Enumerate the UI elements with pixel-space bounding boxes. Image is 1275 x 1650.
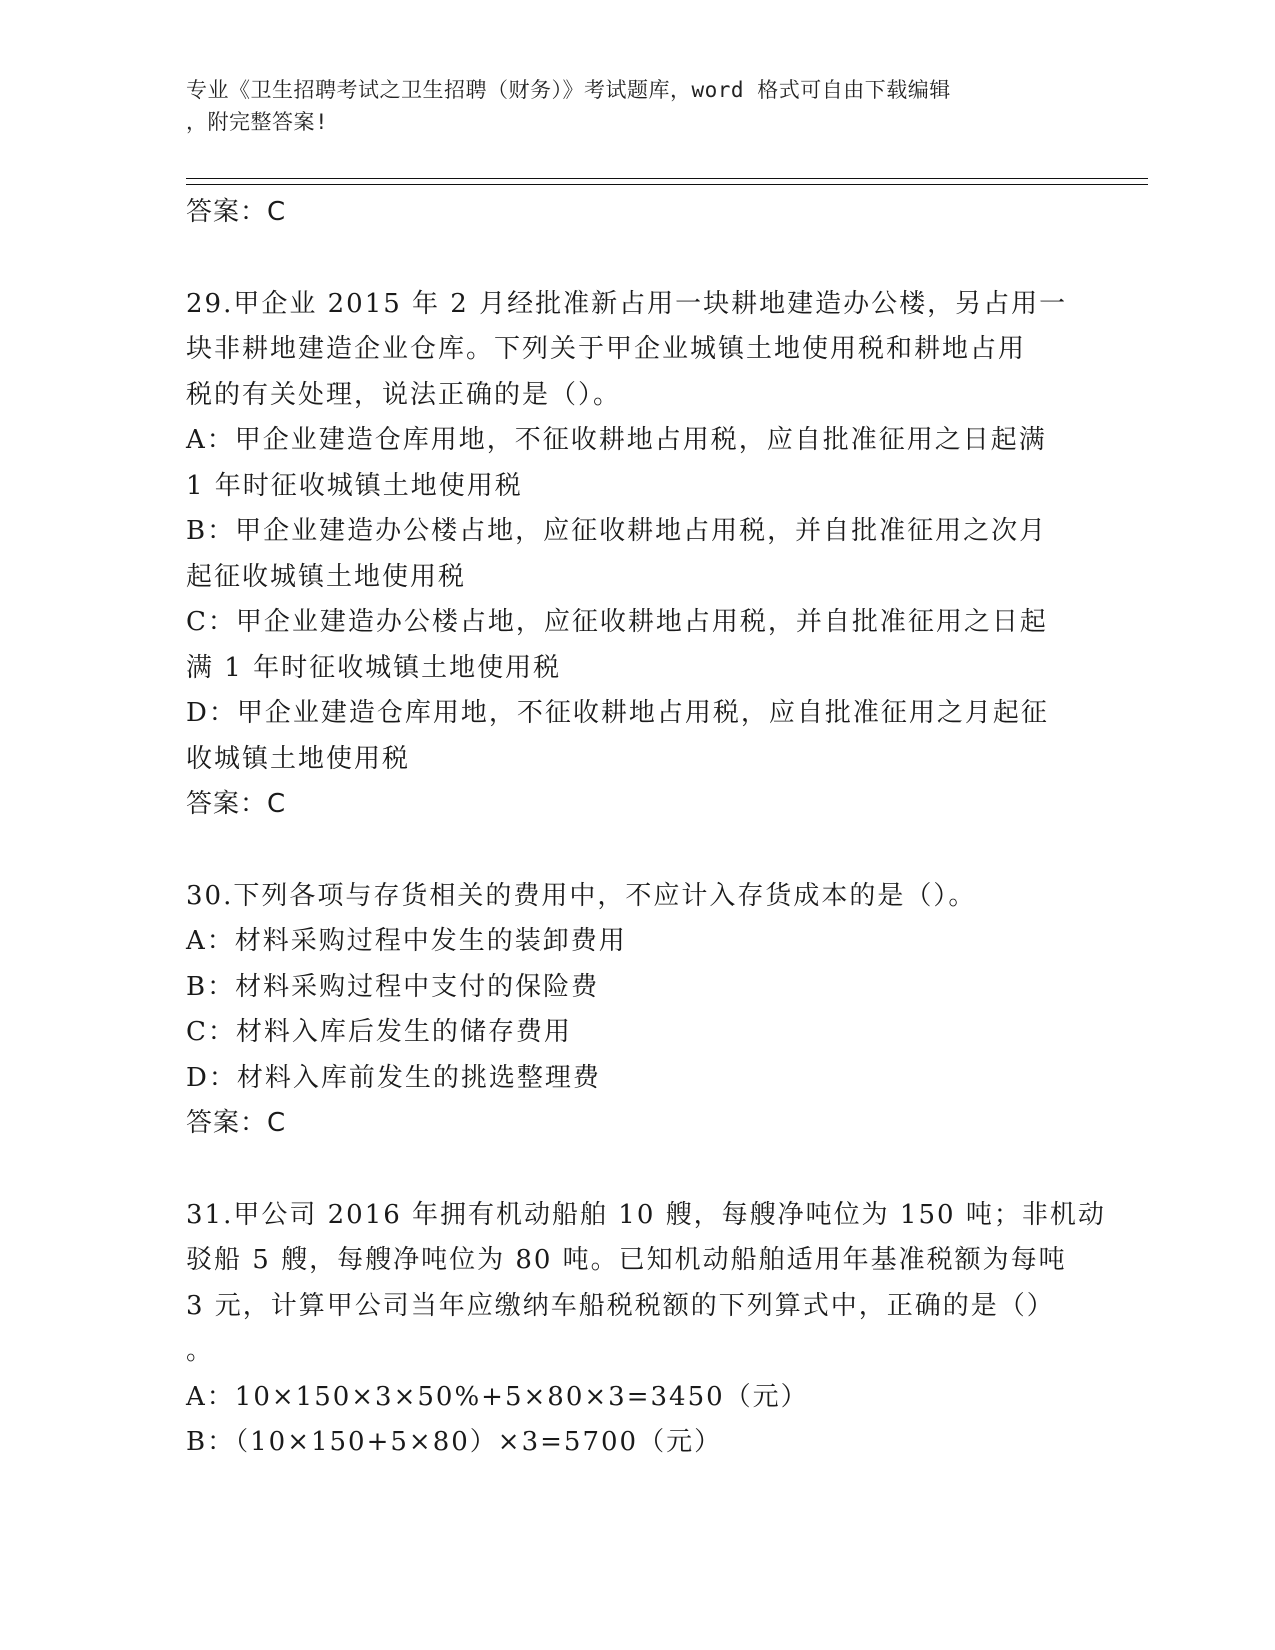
header-title-line-1: 专业《卫生招聘考试之卫生招聘（财务）》考试题库，word 格式可自由下载编辑: [186, 78, 951, 102]
question-31-option-b: B：（10×150+5×80）×3=5700（元）: [186, 1427, 723, 1457]
header-title-line-2: ，附完整答案!: [186, 110, 329, 134]
question-29-text-line-3: 税的有关处理，说法正确的是（）。: [186, 379, 622, 410]
answer-q30: 答案：C: [186, 1108, 287, 1138]
question-30-option-c: C：材料入库后发生的储存费用: [186, 1017, 572, 1047]
spacer: [186, 1147, 1086, 1193]
question-30-option-d: D：材料入库前发生的挑选整理费: [186, 1062, 601, 1093]
question-29: [186, 282, 1086, 828]
question-content: [186, 190, 1106, 1466]
question-29-option-b-line-1: B：甲企业建造办公楼占地，应征收耕地占用税，并自批准征用之次月: [186, 516, 1048, 546]
question-29-text-line-1: 29.甲企业 2015 年 2 月经批准新占用一块耕地建造办公楼，另占用一: [186, 288, 1068, 319]
question-31-text-line-3: 3 元，计算甲公司当年应缴纳车船税税额的下列算式中，正确的是（）: [186, 1290, 1055, 1321]
question-31-text-line-2: 驳船 5 艘，每艘净吨位为 80 吨。已知机动船舶适用年基准税额为每吨: [186, 1245, 1067, 1275]
spacer: [186, 236, 1086, 282]
question-29-option-d-line-1: D：甲企业建造仓库用地，不征收耕地占用税，应自批准征用之月起征: [186, 698, 1049, 728]
question-29-option-b-line-2: 起征收城镇土地使用税: [186, 561, 467, 592]
question-30: [186, 874, 1086, 1147]
question-29-option-c-line-1: C：甲企业建造办公楼占地，应征收耕地占用税，并自批准征用之日起: [186, 607, 1048, 637]
question-31: [186, 1193, 1106, 1466]
question-30-option-b: B：材料采购过程中支付的保险费: [186, 971, 600, 1002]
header-divider: [186, 178, 1148, 185]
question-30-option-a: A：材料采购过程中发生的装卸费用: [186, 926, 627, 956]
question-29-option-a-line-2: 1 年时征收城镇土地使用税: [186, 470, 523, 501]
spacer: [186, 828, 1086, 874]
question-29-option-a-line-1: A：甲企业建造仓库用地，不征收耕地占用税，应自批准征用之日起满: [186, 425, 1047, 455]
page-header: [186, 74, 1066, 138]
question-31-text-line-1: 31.甲公司 2016 年拥有机动船舶 10 艘，每艘净吨位为 150 吨；非机动: [186, 1199, 1106, 1230]
question-31-option-a: A：10×150×3×50%+5×80×3=3450（元）: [186, 1381, 809, 1412]
question-31-text-line-4: 。: [186, 1336, 215, 1366]
question-29-option-c-line-2: 满 1 年时征收城镇土地使用税: [186, 652, 562, 683]
answer-q28: 答案：C: [186, 197, 287, 227]
question-29-option-d-line-2: 收城镇土地使用税: [186, 743, 411, 774]
question-30-text: 30.下列各项与存货相关的费用中，不应计入存货成本的是（）。: [186, 880, 977, 911]
question-29-text-line-2: 块非耕地建造企业仓库。下列关于甲企业城镇土地使用税和耕地占用: [186, 334, 1027, 364]
answer-q29: 答案：C: [186, 789, 287, 819]
